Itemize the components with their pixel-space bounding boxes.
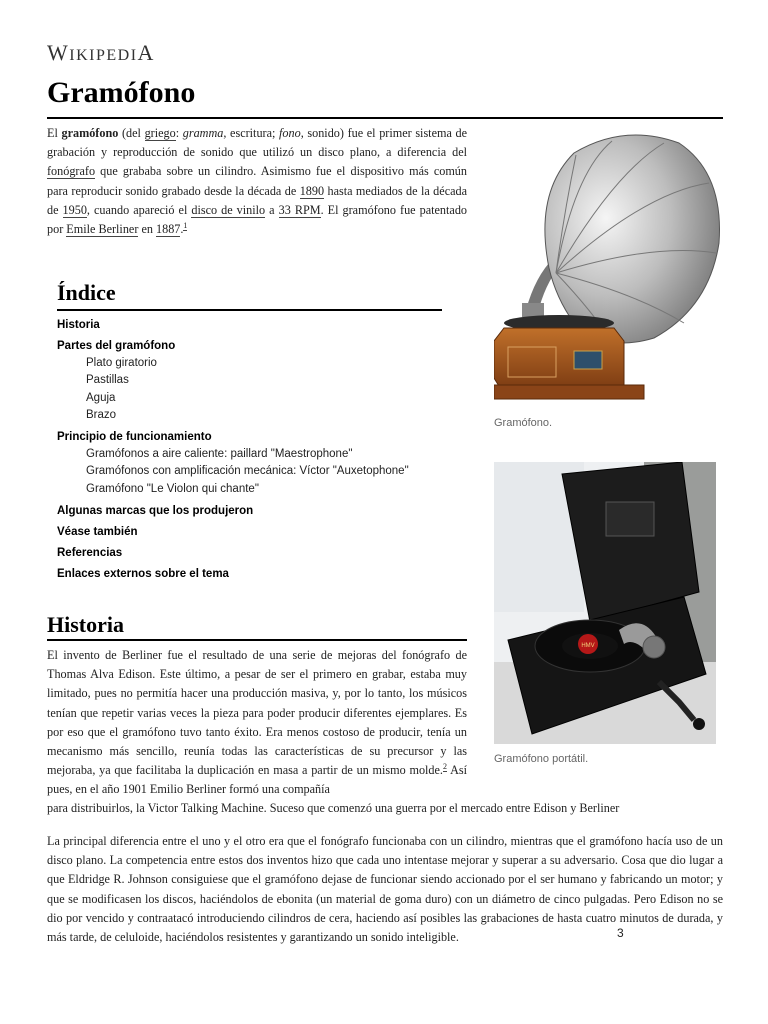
table-of-contents xyxy=(57,280,442,583)
toc-heading: Índice xyxy=(57,280,442,311)
section-heading-historia: Historia xyxy=(47,612,124,637)
figure-gramofono xyxy=(494,133,724,429)
toc-subitem[interactable]: Aguja xyxy=(86,391,116,404)
page-title: Gramófono xyxy=(47,76,196,109)
page-number: 3 xyxy=(617,926,624,940)
toc-subitem[interactable]: Brazo xyxy=(86,408,117,421)
toc-subitem[interactable]: Plato giratorio xyxy=(86,357,157,369)
toc-item[interactable]: Principio de funcionamiento xyxy=(57,431,212,444)
link-disco-de-vinilo[interactable]: disco de vinilo xyxy=(191,202,266,217)
toc-list xyxy=(57,317,442,583)
link-1950[interactable]: 1950 xyxy=(62,202,87,217)
link-emile-berliner[interactable]: Emile Berliner xyxy=(66,222,139,237)
wikipedia-wordmark: WIKIPEDIA xyxy=(47,40,155,65)
title-divider xyxy=(47,117,723,119)
toc-item[interactable]: Algunas marcas que los produjeron xyxy=(57,505,254,518)
gramophone-horn-image xyxy=(494,133,724,408)
toc-item[interactable]: Referencias xyxy=(57,547,123,560)
link-fonografo[interactable]: fonógrafo xyxy=(47,164,96,179)
figure-caption: Gramófono. xyxy=(494,417,553,429)
section-divider xyxy=(47,639,467,641)
figure-caption: Gramófono portátil. xyxy=(494,753,589,765)
toc-subitem[interactable]: Pastillas xyxy=(86,374,129,387)
link-1887[interactable]: 1887 xyxy=(156,222,181,237)
historia-paragraph-2: La principal diferencia entre el uno y el otro era que el fonógrafo funcionaba con un cilindro, mientras que el gramófono hacía uso de un disco plano. La competencia entre estos dos inventos hizo que cada uno intentase mejorar y superar a su adversario. Cosa que dio lugar a que Eldridge R. Johnson consiguiese que el gramófono dejase de funcionar siendo accionado por el ser humano y fabricando un motor; y que se modificasen los discos, haciéndolos de ebonita (un material de goma duro) con un diámetro de cinco pulgadas. Pero Edison no se dio por vencido y contraatacó introduciendo cilindros de cera, haciendo así posibles las grabaciones de hasta cuatro minutos de durada, y más tarde, de celuloide, haciéndolos resistentes y garantizando un sonido inteligible. xyxy=(47,834,723,945)
toc-item[interactable]: Partes del gramófono xyxy=(57,340,176,352)
intro-paragraph: El gramófono (del griego: gramma, escritura; fono, sonido) fue el primer sistema de grabación y reproducción de sonido que utilizó un disco plano, a diferencia del fonógrafo que grababa sobre un cilindro. Asimismo fue el dispositivo más común para reproducir sonido grabado desde la década de 1890 hasta mediados de la década de 1950, cuando apareció el disco de vinilo a 33 RPM. El gramófono fue patentado por Emile Berliner en 1887.$^1$ xyxy=(47,126,468,237)
toc-item[interactable]: Historia xyxy=(57,319,100,331)
historia-paragraph-1-continued: para distribuirlos, la Victor Talking Machine. Suceso que comenzó una guerra por el mercado entre Edison y Berliner xyxy=(47,801,620,815)
toc-item[interactable]: Enlaces externos sobre el tema xyxy=(57,568,229,581)
link-griego[interactable]: griego xyxy=(144,126,176,140)
link-33-rpm[interactable]: 33 RPM xyxy=(278,202,321,217)
toc-subitem[interactable]: Gramófonos a aire caliente: paillard "Maestrophone" xyxy=(86,448,353,461)
toc-subitem[interactable]: Gramófono "Le Violon qui chante" xyxy=(86,482,259,495)
figure-gramofono-portatil xyxy=(494,462,716,765)
portable-gramophone-image xyxy=(494,462,716,744)
reference-2[interactable]: 2 xyxy=(442,762,447,772)
reference-1[interactable]: 1 xyxy=(183,220,188,230)
toc-subitem[interactable]: Gramófonos con amplificación mecánica: Víctor "Auxetophone" xyxy=(86,465,409,478)
historia-paragraph-1: El invento de Berliner fue el resultado de una serie de mejoras del fonógrafo de Thomas Alva Edison. Este último, a pesar de ser el primero en grabar, estaba muy limitado, pues no permitía hacer una producción masiva, y, por lo tanto, los músicos tenían que repetir varias veces la pieza para poder producir diferentes ejemplares. Es por eso que el gramófono tuvo tanto éxito. Era menos costoso de producir, tenía un mecanismo más sencillo, reunía todas las características de su precursor y las mejoraba, ya que facilitaba la duplicación en masa a partir de un mismo molde.$^2$ Así pues, en el año 1901 Emilio Berliner formó una compañía xyxy=(47,648,467,797)
toc-item[interactable]: Véase también xyxy=(57,526,138,539)
disc-label: HMV xyxy=(581,643,595,649)
link-1890[interactable]: 1890 xyxy=(299,183,325,198)
